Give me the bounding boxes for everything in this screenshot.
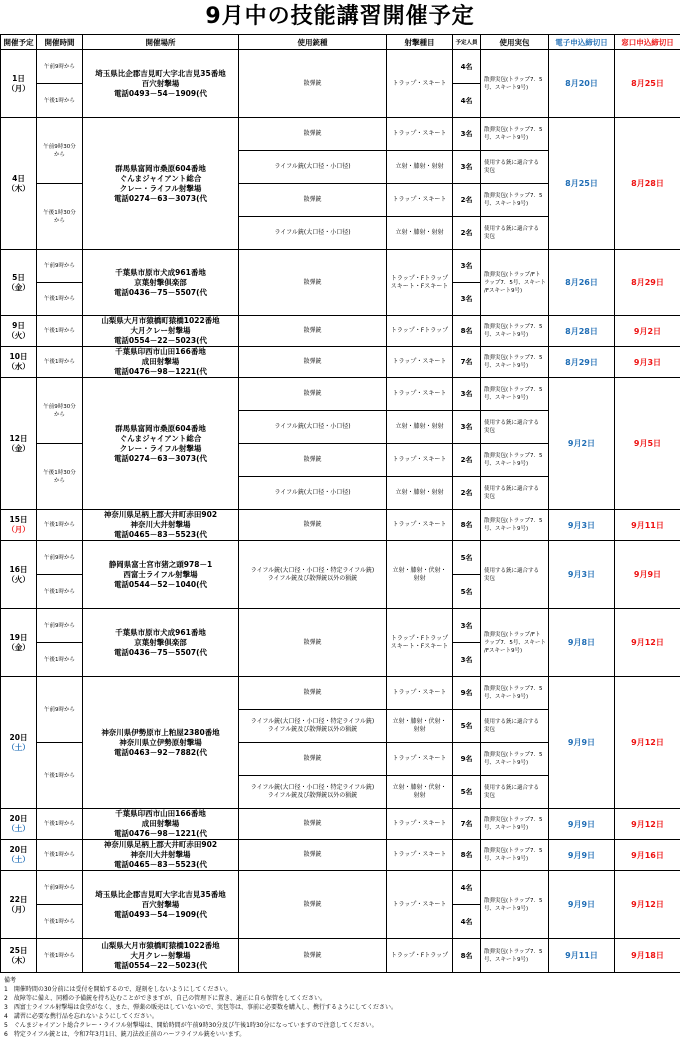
e-deadline-cell: 9月9日: [549, 871, 615, 939]
time-cell: 午後1時から: [37, 939, 83, 973]
gun-cell: 散弾銃: [239, 609, 387, 677]
event-cell: 立射・膝射・伏射・ 射射: [387, 776, 453, 809]
header-date: 開催予定: [1, 35, 37, 50]
capacity-cell: 9名: [453, 677, 481, 710]
time-cell: 午後1時から: [37, 84, 83, 118]
time-cell: 午後1時から: [37, 743, 83, 809]
capacity-cell: 2名: [453, 217, 481, 250]
e-deadline-cell: 9月2日: [549, 378, 615, 510]
gun-cell: ライフル銃(大口径・小口径・特定ライフル銃) ライフル銃及び散弾銃以外の猟銃: [239, 776, 387, 809]
venue-cell: 埼玉県比企郡吉見町大字北吉見35番地 百穴射撃場 電話0493－54－1909(代: [83, 871, 239, 939]
venue-cell: 埼玉県比企郡吉見町大字北吉見35番地 百穴射撃場 電話0493－54－1909(代: [83, 50, 239, 118]
event-cell: 立射・膝射・伏射・ 射射: [387, 710, 453, 743]
window-deadline-cell: 9月5日: [615, 378, 680, 510]
time-cell: 午前9時から: [37, 50, 83, 84]
venue-cell: 神奈川県足柄上郡大井町赤田902 神奈川大井射撃場 電話0465－83－5523(代: [83, 510, 239, 541]
header-time: 開催時間: [37, 35, 83, 50]
ammo-cell: 散弾実包(トラップ/Fト ラップ7．5号、スキート /Fスキート9号): [481, 609, 549, 677]
ammo-cell: 使用する銃に適合する 実包: [481, 776, 549, 809]
note-item: 1 開催時間の30分前には受付を開始するので、遅刻をしないようにしてください。: [4, 986, 232, 993]
e-deadline-cell: 9月9日: [549, 809, 615, 840]
page-title: 9月中の技能講習開催予定: [205, 4, 475, 29]
capacity-cell: 8名: [453, 316, 481, 347]
capacity-cell: 3名: [453, 250, 481, 283]
ammo-cell: 散弾実包(トラップ7．5 号、スキート9号): [481, 118, 549, 151]
note-item: 4 講習に必要な携行品を忘れないようにしてください。: [4, 1013, 158, 1020]
time-cell: 午後1時30分 から: [37, 444, 83, 510]
capacity-cell: 5名: [453, 710, 481, 743]
e-deadline-cell: 8月20日: [549, 50, 615, 118]
date-cell: 12日 （金）: [1, 378, 37, 510]
event-cell: トラップ・Fトラップ スキート・Fスキート: [387, 250, 453, 316]
capacity-cell: 3名: [453, 151, 481, 184]
gun-cell: 散弾銃: [239, 444, 387, 477]
ammo-cell: 散弾実包(トラップ7．5 号、スキート9号): [481, 184, 549, 217]
gun-cell: 散弾銃: [239, 677, 387, 710]
capacity-cell: 7名: [453, 809, 481, 840]
time-cell: 午後1時から: [37, 809, 83, 840]
venue-cell: 千葉県市原市犬成961番地 京葉射撃倶楽部 電話0436－75－5507(代: [83, 250, 239, 316]
date-cell: 9日 （火）: [1, 316, 37, 347]
gun-cell: ライフル銃(大口径・小口径): [239, 151, 387, 184]
e-deadline-cell: 8月29日: [549, 347, 615, 378]
time-cell: 午後1時から: [37, 316, 83, 347]
capacity-cell: 4名: [453, 871, 481, 905]
capacity-cell: 2名: [453, 477, 481, 510]
gun-cell: ライフル銃(大口径・小口径): [239, 477, 387, 510]
e-deadline-cell: 9月11日: [549, 939, 615, 973]
notes-heading: 備考: [4, 977, 17, 984]
window-deadline-cell: 9月3日: [615, 347, 680, 378]
gun-cell: 散弾銃: [239, 118, 387, 151]
ammo-cell: 使用する銃に適合する 実包: [481, 710, 549, 743]
window-deadline-cell: 8月28日: [615, 118, 680, 250]
gun-cell: 散弾銃: [239, 378, 387, 411]
event-cell: トラップ・Fトラップ スキート・Fスキート: [387, 609, 453, 677]
date-cell: 22日 （月）: [1, 871, 37, 939]
capacity-cell: 3名: [453, 411, 481, 444]
schedule-table: [0, 34, 680, 973]
ammo-cell: 散弾実包(トラップ7．5 号、スキート9号): [481, 840, 549, 871]
time-cell: 午前9時から: [37, 541, 83, 575]
e-deadline-cell: 9月9日: [549, 677, 615, 809]
time-cell: 午前9時30分 から: [37, 378, 83, 444]
ammo-cell: 散弾実包(トラップ7．5 号、スキート9号): [481, 444, 549, 477]
header-e-deadline: 電子申込締切日: [549, 35, 615, 50]
event-cell: トラップ・スキート: [387, 871, 453, 939]
ammo-cell: 散弾実包(トラップ7．5 号、スキート9号): [481, 347, 549, 378]
venue-cell: 静岡県富士宮市猪之頭978－1 西富士ライフル射撃場 電話0544－52－1040(代: [83, 541, 239, 609]
date-cell: 20日 （土）: [1, 840, 37, 871]
date-cell: 15日 （月）: [1, 510, 37, 541]
event-cell: トラップ・スキート: [387, 50, 453, 118]
time-cell: 午前9時30分 から: [37, 118, 83, 184]
ammo-cell: 散弾実包(トラップ7．5 号、スキート9号): [481, 677, 549, 710]
header-gun: 使用銃種: [239, 35, 387, 50]
ammo-cell: 使用する銃に適合する 実包: [481, 411, 549, 444]
gun-cell: ライフル銃(大口径・小口径・特定ライフル銃) ライフル銃及び散弾銃以外の猟銃: [239, 710, 387, 743]
header-capacity: 予定人員: [453, 35, 481, 50]
capacity-cell: 3名: [453, 609, 481, 643]
window-deadline-cell: 9月16日: [615, 840, 680, 871]
time-cell: 午前9時から: [37, 609, 83, 643]
date-cell: 19日 （金）: [1, 609, 37, 677]
event-cell: トラップ・スキート: [387, 118, 453, 151]
gun-cell: 散弾銃: [239, 510, 387, 541]
ammo-cell: 散弾実包(トラップ7．5 号、スキート9号): [481, 510, 549, 541]
capacity-cell: 5名: [453, 541, 481, 575]
time-cell: 午後1時から: [37, 575, 83, 609]
capacity-cell: 7名: [453, 347, 481, 378]
window-deadline-cell: 9月18日: [615, 939, 680, 973]
window-deadline-cell: 9月12日: [615, 609, 680, 677]
capacity-cell: 9名: [453, 743, 481, 776]
capacity-cell: 8名: [453, 840, 481, 871]
event-cell: 立射・膝射・射射: [387, 151, 453, 184]
time-cell: 午後1時から: [37, 840, 83, 871]
event-cell: トラップ・スキート: [387, 743, 453, 776]
gun-cell: 散弾銃: [239, 50, 387, 118]
ammo-cell: 使用する銃に適合する 実包: [481, 217, 549, 250]
window-deadline-cell: 8月29日: [615, 250, 680, 316]
window-deadline-cell: 9月12日: [615, 677, 680, 809]
e-deadline-cell: 9月9日: [549, 840, 615, 871]
window-deadline-cell: 8月25日: [615, 50, 680, 118]
time-cell: 午前9時から: [37, 677, 83, 743]
date-cell: 16日 （火）: [1, 541, 37, 609]
venue-cell: 群馬県富岡市桑原604番地 ぐんまジャイアント総合 クレー・ライフル射撃場 電話0274－63－3073(代: [83, 378, 239, 510]
ammo-cell: 使用する銃に適合する 実包: [481, 541, 549, 609]
venue-cell: 千葉県市原市犬成961番地 京葉射撃倶楽部 電話0436－75－5507(代: [83, 609, 239, 677]
window-deadline-cell: 9月11日: [615, 510, 680, 541]
event-cell: 立射・膝射・伏射・ 射射: [387, 541, 453, 609]
ammo-cell: 散弾実包(トラップ7．5 号、スキート9号): [481, 316, 549, 347]
header-window-deadline: 窓口申込締切日: [615, 35, 680, 50]
ammo-cell: 散弾実包(トラップ7．5 号、スキート9号): [481, 743, 549, 776]
gun-cell: 散弾銃: [239, 871, 387, 939]
header-ammo: 使用実包: [481, 35, 549, 50]
window-deadline-cell: 9月12日: [615, 871, 680, 939]
window-deadline-cell: 9月2日: [615, 316, 680, 347]
gun-cell: ライフル銃(大口径・小口径): [239, 411, 387, 444]
event-cell: トラップ・スキート: [387, 809, 453, 840]
event-cell: トラップ・スキート: [387, 347, 453, 378]
header-venue: 開催場所: [83, 35, 239, 50]
event-cell: トラップ・スキート: [387, 840, 453, 871]
note-item: 5 ぐんまジャイアント総合クレー・ライフル射撃場は、開始時間が午前9時30分及び午後1時30分になっていますので注意してください。: [4, 1022, 378, 1029]
ammo-cell: 散弾実包(トラップ7．5 号、スキート9号): [481, 50, 549, 118]
gun-cell: 散弾銃: [239, 250, 387, 316]
ammo-cell: 散弾実包(トラップ7．5 号、スキート9号): [481, 871, 549, 939]
date-cell: 4日 （木）: [1, 118, 37, 250]
capacity-cell: 3名: [453, 378, 481, 411]
notes-section: [0, 973, 680, 1039]
capacity-cell: 5名: [453, 575, 481, 609]
ammo-cell: 散弾実包(トラップ/Fト ラップ7．5号、スキート /Fスキート9号): [481, 250, 549, 316]
venue-cell: 山梨県大月市猿橋町猿橋1022番地 大月クレー射撃場 電話0554－22－5023(代: [83, 939, 239, 973]
venue-cell: 千葉県印西市山田166番地 成田射撃場 電話0476－98－1221(代: [83, 347, 239, 378]
venue-cell: 山梨県大月市猿橋町猿橋1022番地 大月クレー射撃場 電話0554－22－5023(代: [83, 316, 239, 347]
event-cell: 立射・膝射・射射: [387, 477, 453, 510]
e-deadline-cell: 9月3日: [549, 510, 615, 541]
event-cell: 立射・膝射・射射: [387, 411, 453, 444]
event-cell: トラップ・スキート: [387, 184, 453, 217]
venue-cell: 群馬県富岡市桑原604番地 ぐんまジャイアント総合 クレー・ライフル射撃場 電話0274－63－3073(代: [83, 118, 239, 250]
venue-cell: 神奈川県足柄上郡大井町赤田902 神奈川大井射撃場 電話0465－83－5523(代: [83, 840, 239, 871]
gun-cell: 散弾銃: [239, 184, 387, 217]
capacity-cell: 5名: [453, 776, 481, 809]
time-cell: 午前9時から: [37, 871, 83, 905]
capacity-cell: 3名: [453, 118, 481, 151]
event-cell: 立射・膝射・射射: [387, 217, 453, 250]
time-cell: 午前9時から: [37, 250, 83, 283]
gun-cell: 散弾銃: [239, 840, 387, 871]
ammo-cell: 散弾実包(トラップ7．5 号、スキート9号): [481, 378, 549, 411]
e-deadline-cell: 8月28日: [549, 316, 615, 347]
header-event: 射撃種目: [387, 35, 453, 50]
venue-cell: 神奈川県伊勢原市上粕屋2380番地 神奈川県立伊勢原射撃場 電話0463－92－7882(代: [83, 677, 239, 809]
time-cell: 午後1時から: [37, 283, 83, 316]
time-cell: 午後1時から: [37, 643, 83, 677]
e-deadline-cell: 9月8日: [549, 609, 615, 677]
e-deadline-cell: 8月25日: [549, 118, 615, 250]
capacity-cell: 8名: [453, 510, 481, 541]
note-item: 3 西富士ライフル射撃場は食堂がなく、また、弾薬の販売はしていないので、実包等は、事前に必要数を購入し、携行するようにしてください。: [4, 1004, 397, 1011]
capacity-cell: 2名: [453, 184, 481, 217]
e-deadline-cell: 9月3日: [549, 541, 615, 609]
date-cell: 20日 （土）: [1, 809, 37, 840]
venue-cell: 千葉県印西市山田166番地 成田射撃場 電話0476－98－1221(代: [83, 809, 239, 840]
window-deadline-cell: 9月12日: [615, 809, 680, 840]
window-deadline-cell: 9月9日: [615, 541, 680, 609]
note-item: 2 故障等に備え、同種の予備銃を持ち込むことができますが、自己の管理下に置き、適正に自ら保管をしてください。: [4, 995, 326, 1002]
note-item: 6 特定ライフル銃とは、令和7年3月1日、銃刀法改正前のハーフライフル銃をいいます。: [4, 1031, 246, 1038]
ammo-cell: 使用する銃に適合する 実包: [481, 151, 549, 184]
capacity-cell: 2名: [453, 444, 481, 477]
date-cell: 1日 （月）: [1, 50, 37, 118]
event-cell: トラップ・Fトラップ: [387, 316, 453, 347]
ammo-cell: 使用する銃に適合する 実包: [481, 477, 549, 510]
capacity-cell: 3名: [453, 643, 481, 677]
event-cell: トラップ・Fトラップ: [387, 939, 453, 973]
time-cell: 午後1時から: [37, 510, 83, 541]
capacity-cell: 4名: [453, 905, 481, 939]
event-cell: トラップ・スキート: [387, 510, 453, 541]
time-cell: 午後1時30分 から: [37, 184, 83, 250]
gun-cell: ライフル銃(大口径・小口径): [239, 217, 387, 250]
gun-cell: 散弾銃: [239, 939, 387, 973]
event-cell: トラップ・スキート: [387, 677, 453, 710]
capacity-cell: 4名: [453, 84, 481, 118]
gun-cell: ライフル銃(大口径・小口径・特定ライフル銃) ライフル銃及び散弾銃以外の猟銃: [239, 541, 387, 609]
capacity-cell: 3名: [453, 283, 481, 316]
e-deadline-cell: 8月26日: [549, 250, 615, 316]
date-cell: 5日 （金）: [1, 250, 37, 316]
gun-cell: 散弾銃: [239, 316, 387, 347]
date-cell: 10日 （水）: [1, 347, 37, 378]
gun-cell: 散弾銃: [239, 743, 387, 776]
capacity-cell: 4名: [453, 50, 481, 84]
ammo-cell: 散弾実包(トラップ7．5 号、スキート9号): [481, 939, 549, 973]
gun-cell: 散弾銃: [239, 347, 387, 378]
ammo-cell: 散弾実包(トラップ7．5 号、スキート9号): [481, 809, 549, 840]
capacity-cell: 8名: [453, 939, 481, 973]
date-cell: 25日 （木）: [1, 939, 37, 973]
time-cell: 午後1時から: [37, 347, 83, 378]
date-cell: 20日 （土）: [1, 677, 37, 809]
event-cell: トラップ・スキート: [387, 444, 453, 477]
gun-cell: 散弾銃: [239, 809, 387, 840]
header-row: [1, 35, 680, 50]
event-cell: トラップ・スキート: [387, 378, 453, 411]
time-cell: 午後1時から: [37, 905, 83, 939]
